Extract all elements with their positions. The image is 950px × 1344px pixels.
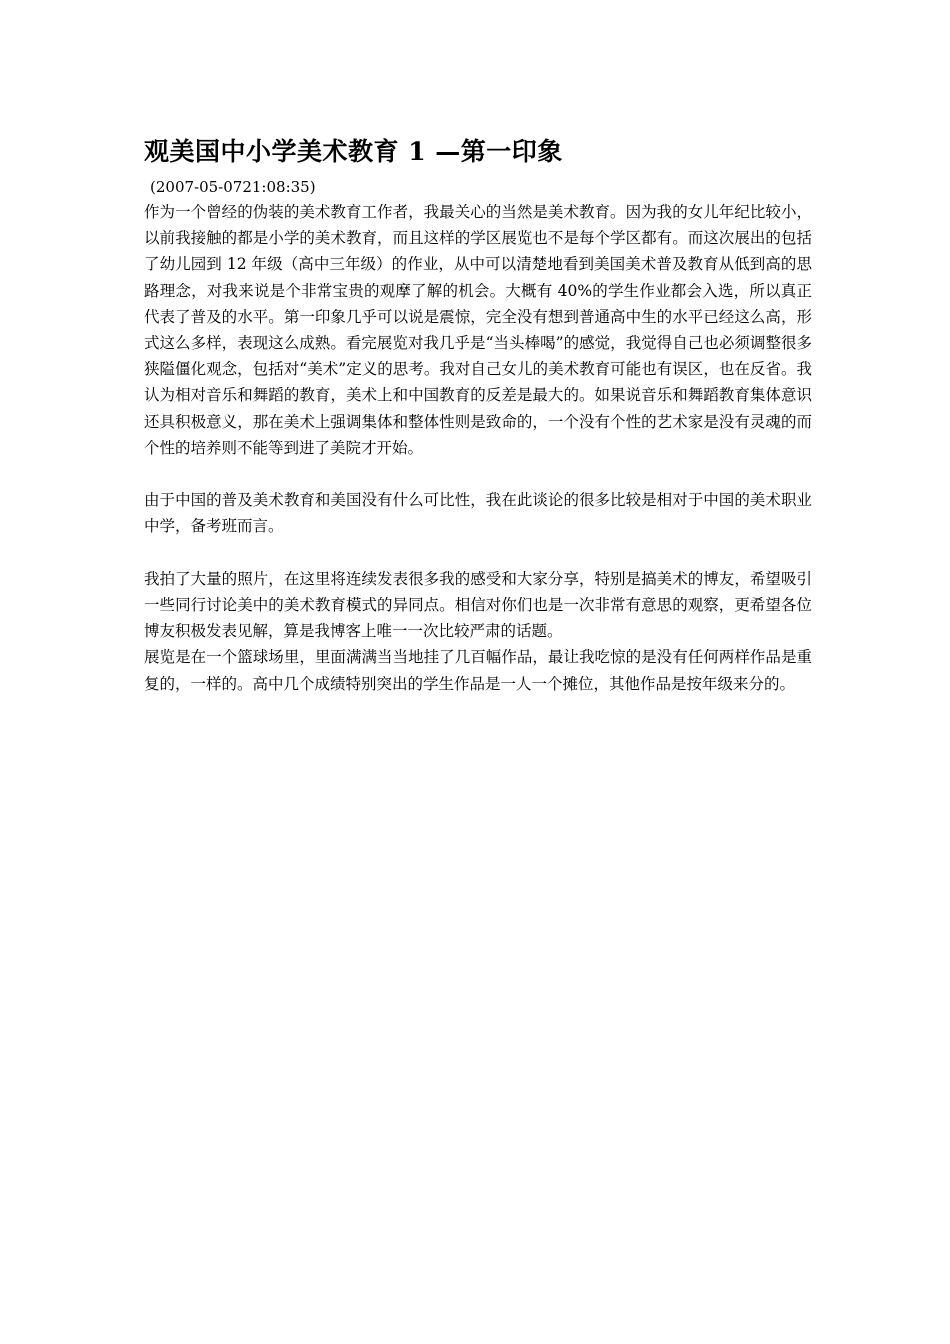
article-body [144, 199, 812, 697]
post-timestamp: (2007-05-0721:08:35) [150, 178, 316, 196]
paragraph-2: 由于中国的普及美术教育和美国没有什么可比性，我在此谈论的很多比较是相对于中国的美术职业中学，备考班而言。 [144, 491, 812, 536]
document-title: 观美国中小学美术教育 1 —第一印象 [144, 137, 563, 166]
paragraph-1: 作为一个曾经的伪装的美术教育工作者，我最关心的当然是美术教育。因为我的女儿年纪比较小，以前我接触的都是小学的美术教育，而且这样的学区展览也不是每个学区都有。而这次展出的包括了幼儿园到 12 年级（高中三年级）的作业，从中可以清楚地看到美国美术普及教育从低到高的思路理念，对我来说是个非常宝贵的观摩了解的机会。大概有 40%的学生作业都会入选，所以真正代表了普及的水平。第一印象几乎可以说是震惊，完全没有想到普通高中生的水平已经这么高，形式这么多样，表现这么成熟。看完展览对我几乎是“当头棒喝”的感觉，我觉得自己也必须调整很多狭隘僵化观念，包括对“美术”定义的思考。我对自己女儿的美术教育可能也有误区，也在反省。我认为相对音乐和舞蹈的教育，美术上和中国教育的反差是最大的。如果说音乐和舞蹈教育集体意识还具积极意义，那在美术上强调集体和整体性则是致命的，一个没有个性的艺术家是没有灵魂的而个性的培养则不能等到进了美院才开始。 [144, 203, 812, 457]
paragraph-3: 我拍了大量的照片，在这里将连续发表很多我的感受和大家分享，特别是搞美术的博友，希望吸引一些同行讨论美中的美术教育模式的异同点。相信对你们也是一次非常有意思的观察，更希望各位博友积极发表见解，算是我博客上唯一一次比较严肃的话题。 [144, 569, 812, 641]
paragraph-4: 展览是在一个篮球场里，里面满满当当地挂了几百幅作品，最让我吃惊的是没有任何两样作品是重复的，一样的。高中几个成绩特别突出的学生作品是一人一个摊位，其他作品是按年级来分的。 [144, 648, 812, 693]
